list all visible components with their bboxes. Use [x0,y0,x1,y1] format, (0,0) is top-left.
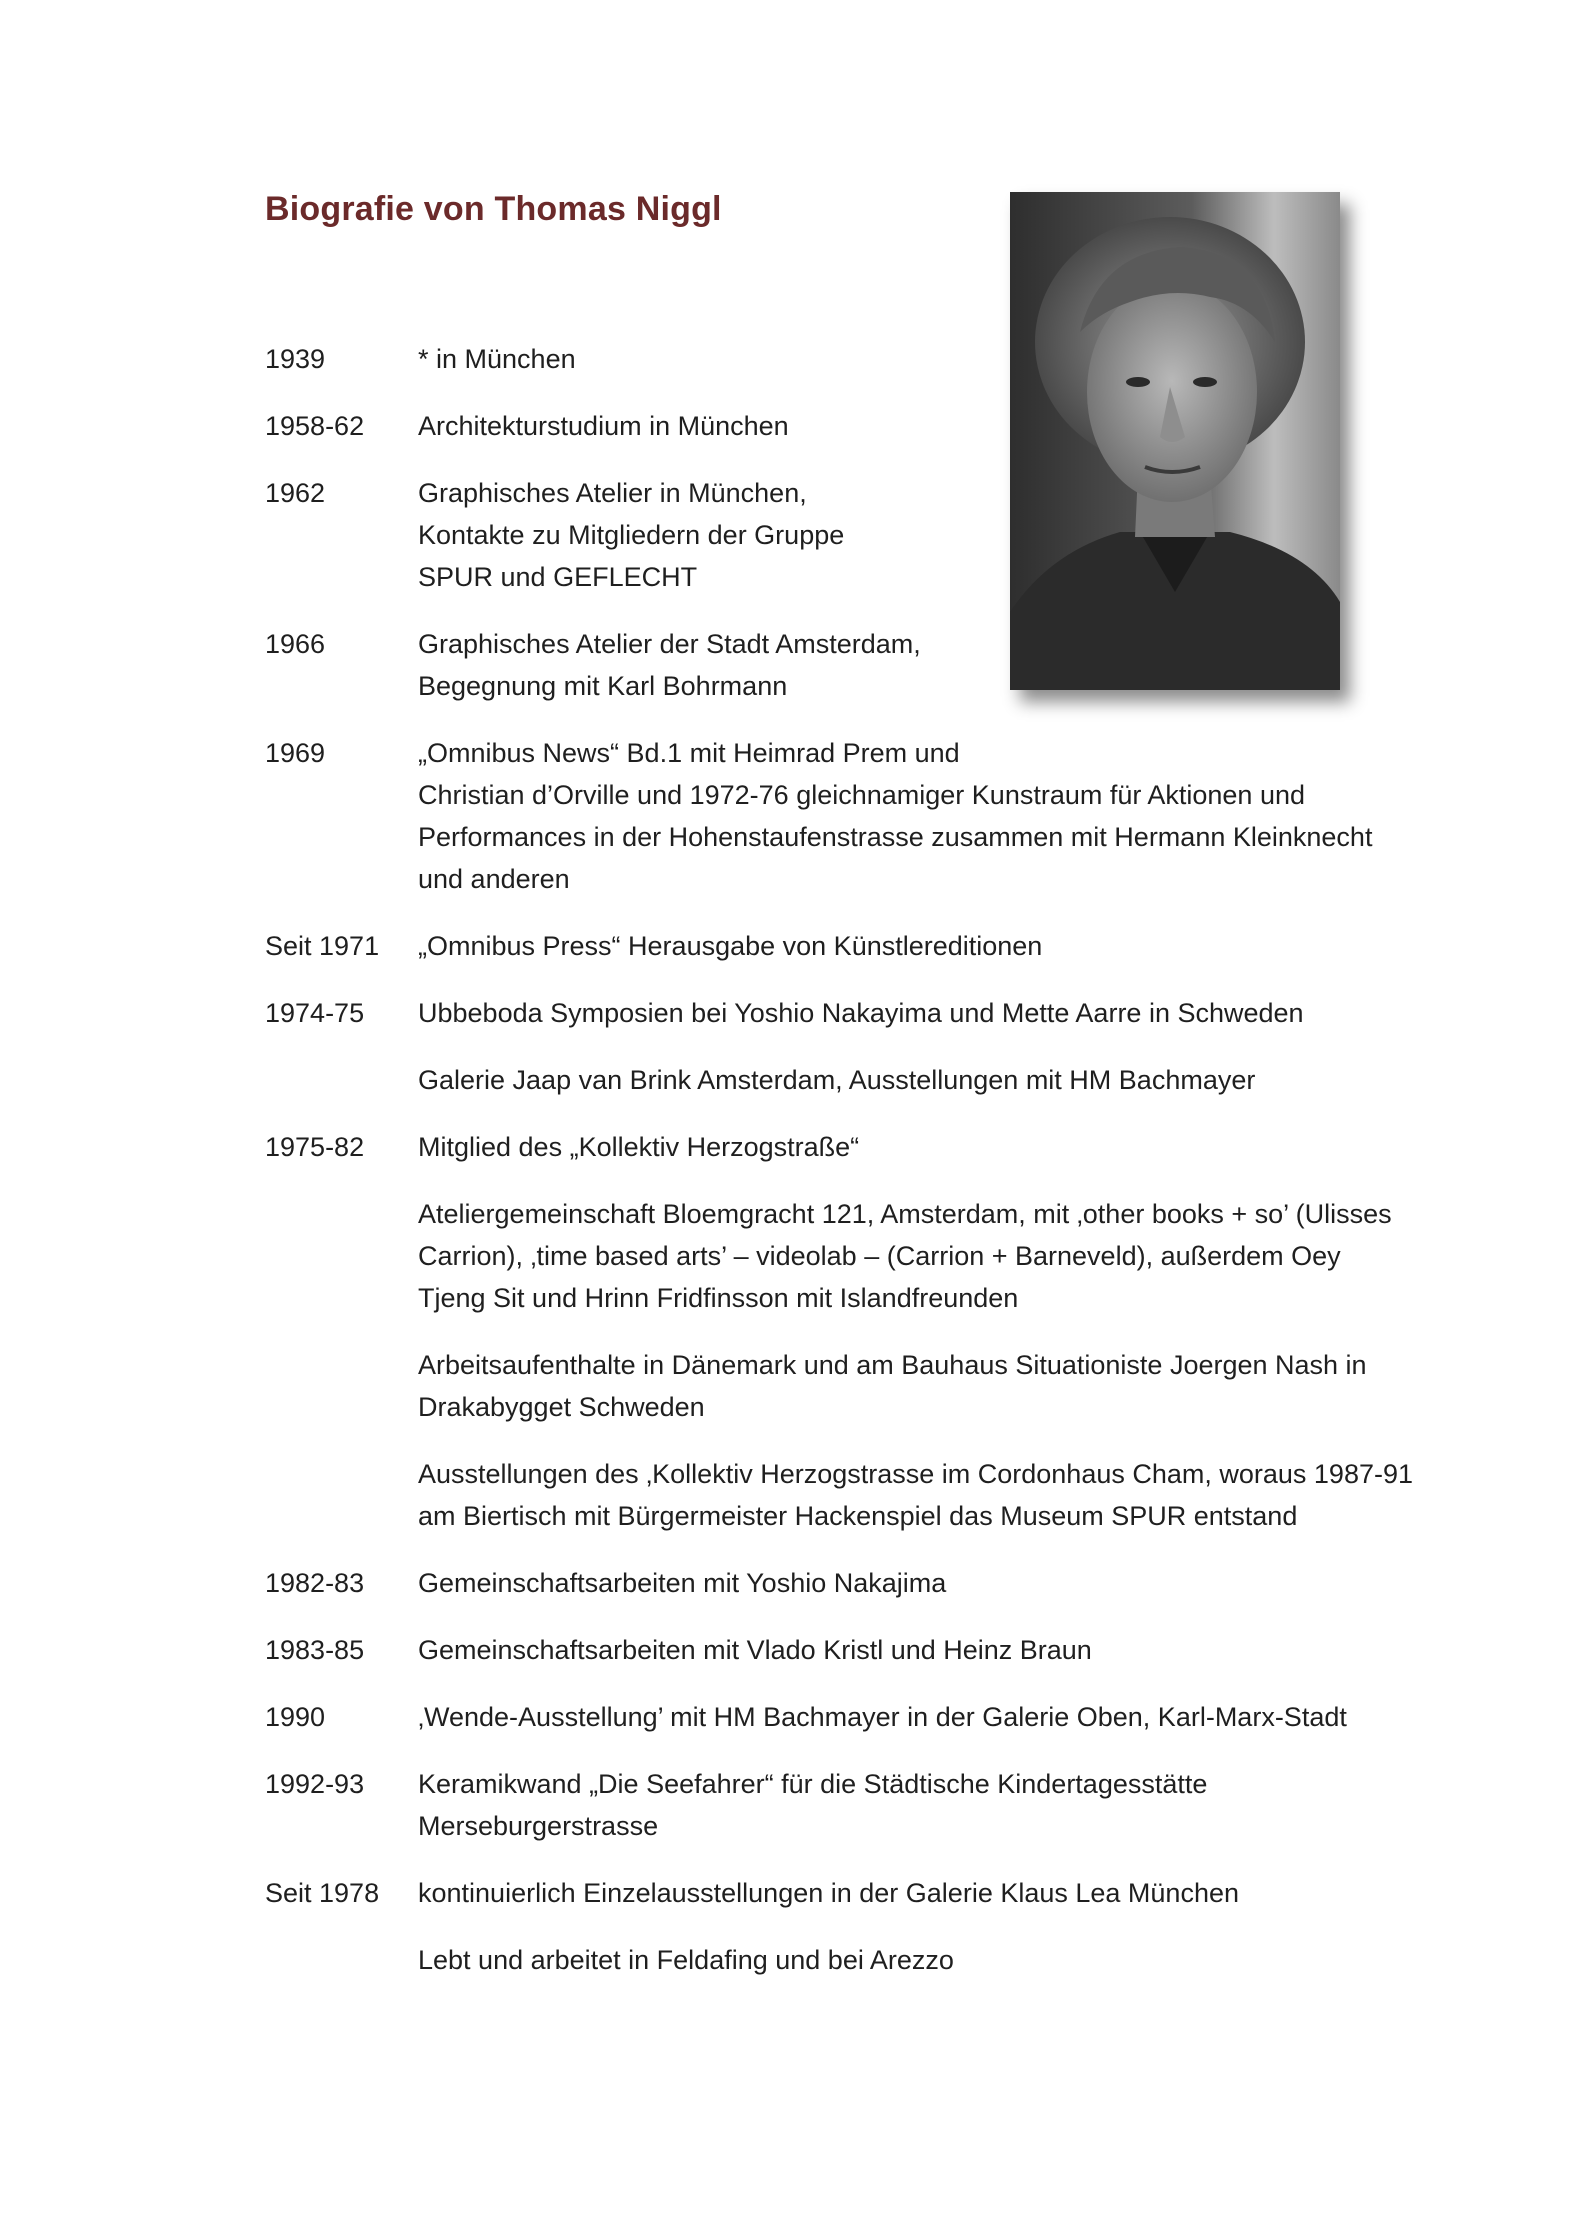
biography-entry [265,1193,1425,1319]
entry-text [418,1344,1425,1428]
entry-text-line: Keramikwand „Die Seefahrer“ für die Städtische Kindertagesstätte [418,1769,1208,1799]
entry-year: 1990 [265,1702,326,1732]
entry-year: 1958-62 [265,411,365,441]
entry-text [418,1126,1425,1168]
entry-year [265,1939,418,1981]
biography-entry [265,405,1425,447]
biography-entry [265,992,1425,1034]
biography-entry [265,1126,1425,1168]
entry-text [418,1696,1425,1738]
entry-text-line: SPUR und GEFLECHT [418,562,698,592]
entry-text [418,338,1425,380]
entry-text-line: Ateliergemeinschaft Bloemgracht 121, Amsterdam, mit ‚other books + so’ (Ulisses [418,1199,1392,1229]
biography-entry [265,732,1425,900]
biography-entry [265,1344,1425,1428]
entry-text-line: Architekturstudium in München [418,411,789,441]
biography-entry [265,1629,1425,1671]
biography-entry [265,925,1425,967]
entry-text-line: ‚Wende-Ausstellung’ mit HM Bachmayer in der Galerie Oben, Karl-Marx-Stadt [418,1702,1347,1732]
biography-entry [265,623,1425,707]
entry-text [418,1939,1425,1981]
entry-year: 1969 [265,738,326,768]
entry-text [418,992,1425,1034]
biography-entry [265,1872,1425,1914]
entry-text-line: * in München [418,344,576,374]
entry-text-line: Ubbeboda Symposien bei Yoshio Nakayima und Mette Aarre in Schweden [418,998,1304,1028]
entry-year [265,1344,418,1428]
entry-text [418,925,1425,967]
entry-text [418,1562,1425,1604]
entry-text-line: Galerie Jaap van Brink Amsterdam, Ausstellungen mit HM Bachmayer [418,1065,1256,1095]
entry-year: Seit 1978 [265,1878,380,1908]
entry-text-line: kontinuierlich Einzelausstellungen in der Galerie Klaus Lea München [418,1878,1239,1908]
entry-text-line: Mitglied des „Kollektiv Herzogstraße“ [418,1132,860,1162]
entry-text [418,1763,1425,1847]
entry-text-line: „Omnibus Press“ Herausgabe von Künstlereditionen [418,931,1043,961]
entry-year: 1962 [265,478,326,508]
biography-entry [265,338,1425,380]
entry-text [418,472,1425,598]
biography-entry [265,1562,1425,1604]
entry-text [418,1872,1425,1914]
biography-entry [265,1763,1425,1847]
entry-text-line: „Omnibus News“ Bd.1 mit Heimrad Prem und [418,738,960,768]
entry-year: 1966 [265,629,326,659]
entry-text-line: Graphisches Atelier der Stadt Amsterdam, [418,629,921,659]
entry-text-line: Drakabygget Schweden [418,1392,705,1422]
entry-text [418,1629,1425,1671]
entry-year: 1939 [265,344,326,374]
entry-text-line: Gemeinschaftsarbeiten mit Vlado Kristl und Heinz Braun [418,1635,1092,1665]
entry-text [418,1059,1425,1101]
biography-entry [265,1453,1425,1537]
biography-entry [265,472,1425,598]
entry-text-line: Lebt und arbeitet in Feldafing und bei Arezzo [418,1945,954,1975]
entry-text-line: Begegnung mit Karl Bohrmann [418,671,788,701]
biography-entry [265,1696,1425,1738]
entry-text-line: Kontakte zu Mitgliedern der Gruppe [418,520,845,550]
entry-year: 1975-82 [265,1132,365,1162]
entry-text-line: Graphisches Atelier in München, [418,478,807,508]
entry-text [418,1193,1425,1319]
entry-text-line: Carrion), ‚time based arts’ – videolab – (Carrion + Barneveld), außerdem Oey [418,1241,1341,1271]
entry-year: 1983-85 [265,1635,365,1665]
entry-text [418,1453,1425,1537]
entry-text-line: Arbeitsaufenthalte in Dänemark und am Bauhaus Situationiste Joergen Nash in [418,1350,1367,1380]
biography-entry [265,1059,1425,1101]
entry-text-line: und anderen [418,864,570,894]
entry-year [265,1193,418,1319]
entry-year: 1982-83 [265,1568,365,1598]
entry-text-line: am Biertisch mit Bürgermeister Hackenspiel das Museum SPUR entstand [418,1501,1298,1531]
entry-year [265,1059,418,1101]
entry-text [418,732,1425,900]
entry-text-line: Merseburgerstrasse [418,1811,659,1841]
page-title: Biografie von Thomas Niggl [265,190,722,228]
entry-year: 1992-93 [265,1769,365,1799]
entry-text [418,405,1425,447]
entry-text-line: Gemeinschaftsarbeiten mit Yoshio Nakajima [418,1568,947,1598]
entry-year: Seit 1971 [265,931,380,961]
entry-text-line: Tjeng Sit und Hrinn Fridfinsson mit Islandfreunden [418,1283,1019,1313]
biography-list [265,338,1425,2006]
biography-entry [265,1939,1425,1981]
entry-text-line: Christian d’Orville und 1972-76 gleichnamiger Kunstraum für Aktionen und [418,780,1305,810]
entry-text [418,623,1425,707]
entry-year: 1974-75 [265,998,365,1028]
entry-year [265,1453,418,1537]
entry-text-line: Performances in der Hohenstaufenstrasse zusammen mit Hermann Kleinknecht [418,822,1373,852]
entry-text-line: Ausstellungen des ‚Kollektiv Herzogstrasse im Cordonhaus Cham, woraus 1987-91 [418,1459,1414,1489]
